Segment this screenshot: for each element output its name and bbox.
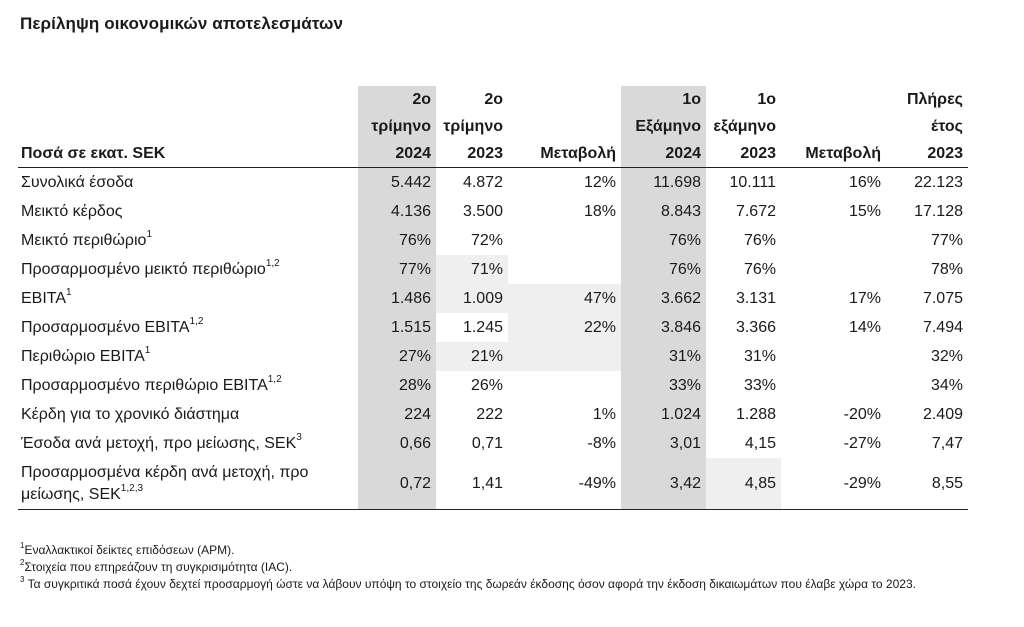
cell-change-quarter: -49%: [578, 474, 616, 492]
table-row: [18, 226, 968, 255]
footnote-2: $^2$Στοιχεία που επηρεάζουν τη συγκρισιμότητα (IAC).: [20, 558, 293, 574]
row-label: Περιθώριο EBITA$^1$: [21, 345, 151, 365]
cell-h1-2024: 3.846: [621, 313, 706, 342]
cell-h1-2023: 1.288: [735, 405, 776, 423]
cell-h1-2024: 33%: [621, 371, 706, 400]
cell-change-quarter: 22%: [508, 313, 621, 342]
row-label: Προσαρμοσμένο μεικτό περιθώριο$^{1,2}$: [21, 258, 280, 278]
cell-q2-2024: 76%: [358, 226, 436, 255]
cell-h1-2023: 3.366: [735, 318, 776, 336]
row-label: Συνολικά έσοδα: [21, 173, 134, 191]
cell-full-year-2023: 34%: [930, 376, 963, 394]
cell-q2-2023: 1.245: [462, 318, 503, 336]
cell-q2-2023: 4.872: [462, 173, 503, 191]
cell-full-year-2023: 7,47: [931, 434, 963, 452]
footnote-1: $^1$Εναλλακτικοί δείκτες επιδόσεων (APM).: [20, 541, 235, 557]
cell-h1-2024: 1.024: [621, 400, 706, 429]
cell-change-quarter: [508, 226, 621, 255]
cell-h1-2023: 31%: [743, 347, 776, 365]
cell-change-quarter: 1%: [592, 405, 616, 423]
header-h1-2024: 1ο Εξάμηνο 2024: [621, 86, 706, 168]
cell-q2-2024: 1.515: [358, 313, 436, 342]
row-label: Προσαρμοσμένο EBITA$^{1,2}$: [21, 316, 204, 336]
cell-full-year-2023: 77%: [930, 231, 963, 249]
cell-q2-2023: 21%: [436, 342, 508, 371]
cell-change-half: -29%: [843, 474, 881, 492]
footnote-3: $^3$ Τα συγκριτικά ποσά έχουν δεχτεί προσαρμογή ώστε να λάβουν υπόψη το στοιχείο της δωρεάν έκδοσης όσον αφορά την έκδοση δικαιωμάτων που έλαβε χώρα το 2023.: [20, 575, 916, 591]
cell-q2-2023: 72%: [470, 231, 503, 249]
cell-q2-2023: 3.500: [462, 202, 503, 220]
cell-q2-2024: 4.136: [358, 197, 436, 226]
cell-q2-2024: 0,72: [358, 458, 436, 510]
row-label: Μεικτό περιθώριο$^1$: [21, 229, 153, 249]
table-row: [18, 400, 968, 429]
table-row: [18, 371, 968, 400]
cell-full-year-2023: 22.123: [914, 173, 963, 191]
header-full-year-2023: Πλήρες έτος 2023: [906, 91, 963, 162]
cell-h1-2023: 4,85: [706, 458, 781, 510]
cell-change-quarter: [508, 342, 621, 371]
table-row: [18, 255, 968, 284]
cell-h1-2023: 10.111: [729, 173, 776, 191]
footnotes: [20, 542, 920, 593]
cell-h1-2023: 3.131: [735, 289, 776, 307]
cell-q2-2024: 27%: [358, 342, 436, 371]
header-change-quarter: Μεταβολή: [540, 145, 616, 162]
row-label: Προσαρμοσμένο περιθώριο EBITA$^{1,2}$: [21, 374, 282, 394]
cell-h1-2024: 3,42: [621, 458, 706, 510]
header-q2-2024: 2ο τρίμηνο 2024: [358, 86, 436, 168]
cell-change-half: [781, 342, 886, 371]
cell-h1-2023: 76%: [743, 231, 776, 249]
cell-h1-2024: 31%: [621, 342, 706, 371]
cell-change-quarter: 47%: [508, 284, 621, 313]
cell-change-quarter: -8%: [587, 434, 616, 452]
row-label: EBITA$^1$: [21, 287, 72, 307]
cell-h1-2023: 4,15: [744, 434, 776, 452]
cell-full-year-2023: 78%: [930, 260, 963, 278]
page-title: Περίληψη οικονομικών αποτελεσμάτων: [20, 14, 344, 33]
cell-h1-2024: 11.698: [621, 168, 706, 198]
cell-change-quarter: 18%: [583, 202, 616, 220]
table-row: [18, 313, 968, 342]
cell-change-half: [781, 371, 886, 400]
cell-h1-2024: 8.843: [621, 197, 706, 226]
cell-change-half: [781, 255, 886, 284]
cell-change-half: -20%: [843, 405, 881, 423]
row-label: Προσαρμοσμένα κέρδη ανά μετοχή, προ μείωσης, SEK$^{1,2,3}$: [21, 463, 309, 503]
table-row: [18, 458, 968, 510]
cell-change-quarter: [508, 255, 621, 284]
table-row: [18, 429, 968, 458]
cell-q2-2023: 71%: [436, 255, 508, 284]
cell-h1-2024: 76%: [621, 226, 706, 255]
cell-change-half: [781, 226, 886, 255]
cell-q2-2024: 28%: [358, 371, 436, 400]
cell-q2-2024: 224: [358, 400, 436, 429]
row-label: Έσοδα ανά μετοχή, προ μείωσης, SEK$^3$: [21, 432, 302, 452]
cell-q2-2023: 26%: [470, 376, 503, 394]
cell-change-quarter: 12%: [583, 173, 616, 191]
cell-change-half: 14%: [848, 318, 881, 336]
cell-full-year-2023: 32%: [930, 347, 963, 365]
header-change-half: Μεταβολή: [805, 145, 881, 162]
row-label: Κέρδη για το χρονικό διάστημα: [21, 405, 240, 423]
cell-q2-2024: 0,66: [358, 429, 436, 458]
row-label: Μεικτό κέρδος: [21, 202, 123, 220]
cell-h1-2023: 7.672: [735, 202, 776, 220]
cell-h1-2024: 3.662: [621, 284, 706, 313]
cell-h1-2024: 3,01: [621, 429, 706, 458]
table-row: [18, 342, 968, 371]
cell-full-year-2023: 17.128: [914, 202, 963, 220]
table-header-row: [18, 86, 968, 168]
cell-q2-2024: 1.486: [358, 284, 436, 313]
header-h1-2023: 1ο εξάμηνο 2023: [713, 91, 776, 162]
cell-q2-2023: 0,71: [471, 434, 503, 452]
header-amounts-label: Ποσά σε εκατ. SEK: [21, 145, 166, 162]
header-q2-2023: 2ο τρίμηνο 2023: [443, 91, 503, 162]
cell-full-year-2023: 7.075: [922, 289, 963, 307]
cell-h1-2023: 33%: [743, 376, 776, 394]
cell-h1-2024: 76%: [621, 255, 706, 284]
table-body: [18, 168, 968, 510]
cell-q2-2024: 5.442: [358, 168, 436, 198]
cell-full-year-2023: 2.409: [922, 405, 963, 423]
cell-q2-2023: 222: [476, 405, 503, 423]
table-row: [18, 197, 968, 226]
cell-change-half: 16%: [848, 173, 881, 191]
cell-change-half: -27%: [843, 434, 881, 452]
cell-change-half: 15%: [848, 202, 881, 220]
cell-change-half: 17%: [848, 289, 881, 307]
cell-full-year-2023: 7.494: [922, 318, 963, 336]
table-row: [18, 168, 968, 198]
cell-q2-2023: 1.009: [436, 284, 508, 313]
cell-q2-2023: 1,41: [471, 474, 503, 492]
cell-q2-2024: 77%: [358, 255, 436, 284]
financial-summary-table: [18, 86, 968, 510]
cell-full-year-2023: 8,55: [931, 474, 963, 492]
cell-h1-2023: 76%: [743, 260, 776, 278]
table-row: [18, 284, 968, 313]
cell-change-quarter: [508, 371, 621, 400]
